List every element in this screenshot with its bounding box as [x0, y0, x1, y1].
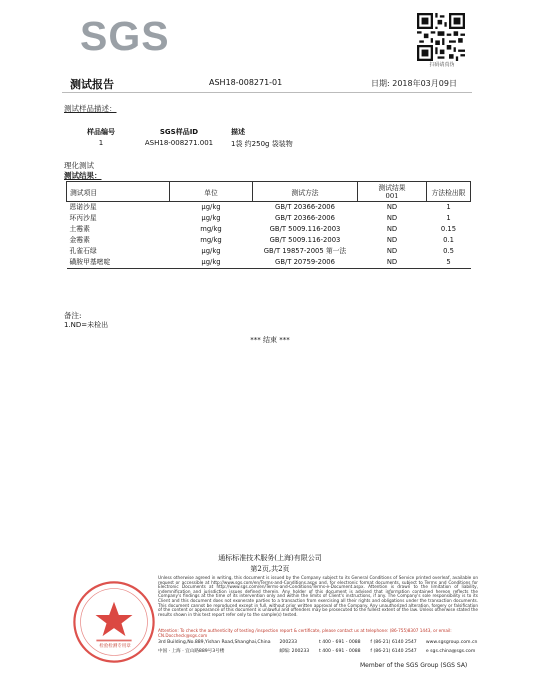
col-unit: 单位: [170, 182, 253, 202]
sample-header-desc: 描述: [231, 128, 245, 136]
unit: mg/kg: [200, 236, 222, 244]
address-phone-cn: t 400 - 691 - 0088: [318, 649, 361, 654]
col-result-label: 测试结果: [378, 183, 406, 192]
sgs-group-member: Member of the SGS Group (SGS SA): [360, 662, 468, 669]
mdl: 0.1: [443, 236, 454, 244]
result: ND: [358, 257, 427, 269]
address-phone: t 400 - 691 - 0088: [318, 640, 361, 645]
address-fax-cn: f (86-21) 6140 2547: [370, 649, 417, 654]
table-row: [67, 246, 471, 257]
mdl: 0.15: [440, 225, 457, 233]
qr-caption: 扫码请真伪: [429, 62, 455, 68]
seal-caption: 检验检测专用章: [99, 644, 131, 649]
results-section-label: 测试结果：: [64, 171, 102, 180]
table-row: [67, 224, 471, 235]
test-item: 孔雀石绿: [69, 247, 97, 255]
address-fax: f (86-21) 6140 2547: [370, 640, 417, 645]
mdl: 1: [446, 203, 451, 211]
col-result-sample: 001: [385, 191, 399, 200]
test-item: 金霉素: [69, 236, 90, 244]
report-title: 测试报告: [70, 78, 114, 91]
address-zip: 200233: [279, 640, 298, 645]
sample-section-label: 测试样品描述：: [64, 104, 117, 113]
general-conditions-text: Unless otherwise agreed in writing, this document is issued by the Company subject to its General Conditions of Service printed overleaf, available on request or accessible at http://www.sgs.com/en/Terms-and-Conditions.aspx and, for electronic format documents, subject to Terms and Conditions for Electronic Documents at http://www.sgs.com/en/Terms-and-Conditions/Terms-e-Document.aspx. Attention is drawn to the limitation of liability, indemnification and jurisdiction issues defined therein. Any holder of this document is advised that information contained hereon reflects the Company's findings at the time of its intervention only and within the limits of Client's instructions, if any. The Company's sole responsibility is to its Client and this document does not exonerate parties to a transaction from exercising all their rights and obligations under the transaction documents. This document cannot be reproduced except in full, without prior written approval of the Company. Any unauthorized alteration, forgery or falsification of the content or appearance of this document is unlawful and offenders may be prosecuted to the fullest extent of the law. Unless otherwise stated the results shown in this test report refer only to the sample(s) tested.: [158, 575, 478, 617]
table-row: [67, 257, 471, 269]
sample-header-no: 样品编号: [87, 128, 115, 136]
mdl: 5: [427, 257, 471, 269]
official-seal-icon: [70, 578, 158, 666]
unit: μg/kg: [201, 247, 221, 255]
results-category: 理化测试: [64, 161, 94, 170]
report-date: 日期: 2018年03月09日: [371, 79, 457, 88]
address-street: 3rd Building,No.889,Yishan Road,Shanghai,China: [158, 640, 271, 645]
test-item: 磺胺甲基嘧啶: [67, 257, 170, 269]
sample-header-id: SGS样品ID: [159, 128, 199, 136]
col-mdl: 方法检出限: [427, 182, 471, 202]
header-divider: [62, 92, 472, 93]
unit: mg/kg: [200, 225, 222, 233]
unit: μg/kg: [170, 257, 253, 269]
end-marker: *** 结束 ***: [250, 336, 290, 344]
address-street-cn: 中国 · 上海 · 宜山路889号3号楼: [158, 649, 225, 654]
address-zip-cn: 邮编: 200233: [279, 649, 310, 654]
table-row: [67, 235, 471, 246]
col-test-item: 测试项目: [67, 182, 170, 202]
result: ND: [386, 214, 398, 222]
sample-desc: 1袋 约250g 袋装物: [231, 140, 293, 148]
unit: μg/kg: [201, 203, 221, 211]
result: ND: [386, 247, 398, 255]
table-row: [67, 213, 471, 224]
qr-code-icon: [417, 13, 465, 61]
sample-no: 1: [98, 139, 104, 147]
result: ND: [386, 203, 398, 211]
result: ND: [386, 236, 398, 244]
mdl: 0.5: [443, 247, 454, 255]
sgs-logo: SGS: [80, 13, 170, 59]
method: GB/T 19857-2005 第一法: [263, 247, 347, 255]
method: GB/T 5009.116-2003: [269, 225, 341, 233]
report-number: ASH18-008271-01: [209, 78, 283, 87]
results-table: [66, 181, 471, 269]
address-web: www.sgsgroup.com.cn: [425, 640, 478, 645]
authenticity-attention: Attention: To check the authenticity of testing /inspection report & certificate, please contact us at telephone: (86-755)8307 1443, or email: CN.Doccheck@sgs.com: [158, 628, 452, 638]
col-result: [358, 182, 427, 202]
test-item: 环丙沙星: [69, 214, 97, 222]
method: GB/T 20759-2006: [253, 257, 358, 269]
page-indicator: 第2页,共2页: [250, 565, 290, 573]
sample-row: [75, 139, 299, 151]
method: GB/T 20366-2006: [275, 214, 335, 222]
method: GB/T 5009.116-2003: [269, 236, 341, 244]
method: GB/T 20366-2006: [275, 203, 335, 211]
result: ND: [386, 225, 398, 233]
sample-table: [75, 127, 299, 151]
address-email-cn: e sgs.china@sgs.com: [425, 649, 476, 654]
col-method: 测试方法: [253, 182, 358, 202]
test-item: 土霉素: [69, 225, 90, 233]
mdl: 1: [446, 214, 451, 222]
unit: μg/kg: [201, 214, 221, 222]
table-row: [67, 202, 471, 214]
address-chinese: [158, 648, 475, 654]
test-item: 恩诺沙星: [69, 203, 97, 211]
address-english: [158, 640, 477, 645]
notes-label: 备注:: [64, 311, 82, 320]
notes-item: 1.ND=未检出: [64, 321, 109, 329]
sample-id: ASH18-008271.001: [144, 139, 214, 147]
lab-name: 通标标准技术服务(上海)有限公司: [218, 554, 322, 562]
